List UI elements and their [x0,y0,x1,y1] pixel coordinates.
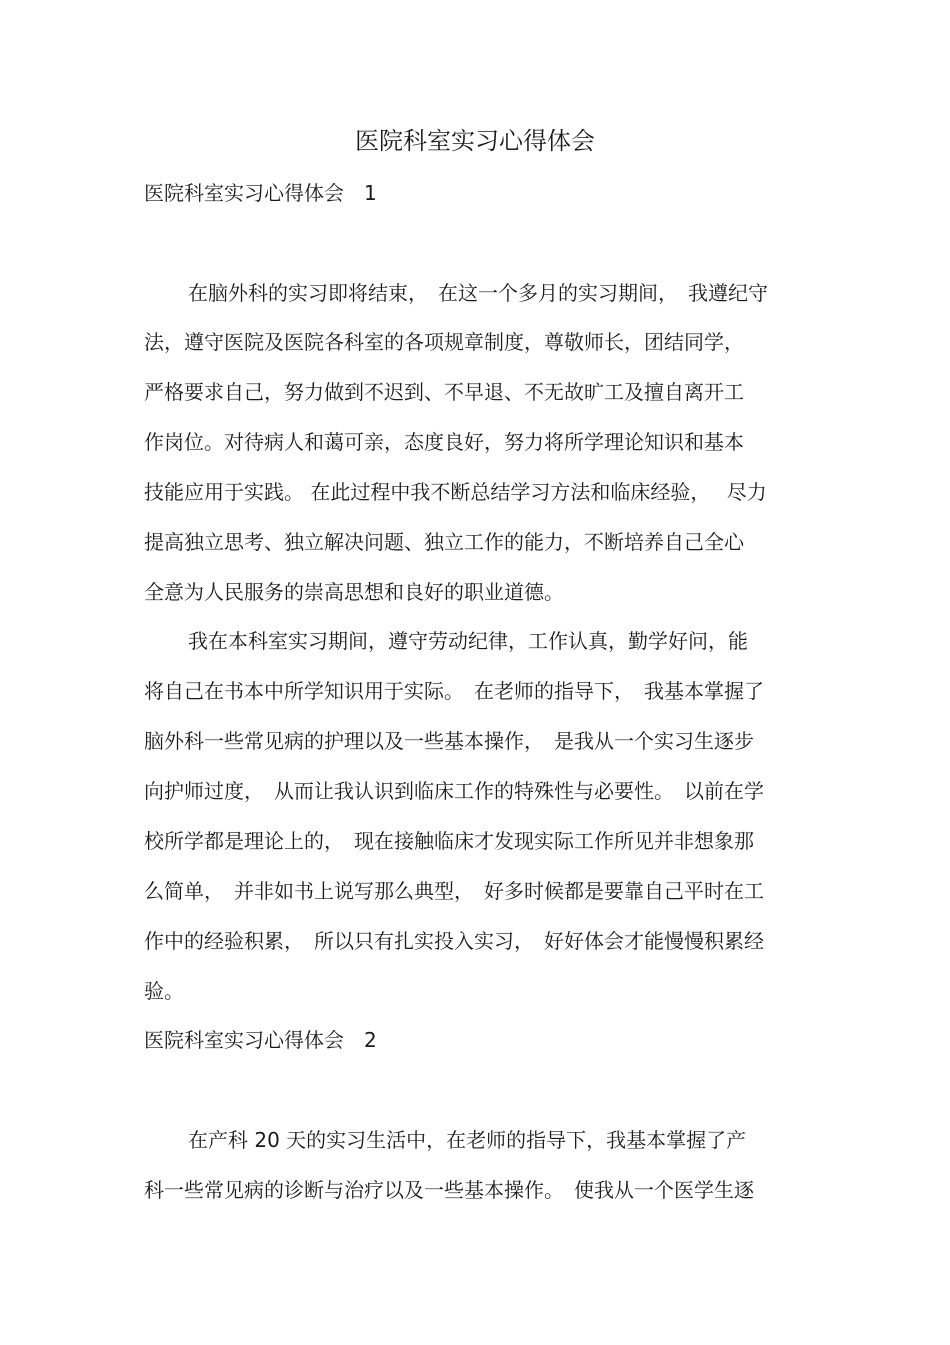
section-heading-1: 医院科室实习心得体会 1 [144,181,377,205]
paragraph-line: 向护师过度， 从而让我认识到临床工作的特殊性与必要性。 以前在学 [144,779,764,803]
paragraph-line: 我在本科室实习期间，遵守劳动纪律，工作认真，勤学好问，能 [188,629,748,653]
paragraph-line: 校所学都是理论上的， 现在接触临床才发现实际工作所见并非想象那 [144,829,754,853]
paragraph-line: 在脑外科的实习即将结束， 在这一个多月的实习期间， 我遵纪守 [188,281,768,305]
paragraph-line: 在产科 20 天的实习生活中，在老师的指导下，我基本掌握了产 [188,1128,747,1152]
paragraph-line: 科一些常见病的诊断与治疗以及一些基本操作。 使我从一个医学生逐 [144,1178,754,1202]
paragraph-line: 验。 [144,979,184,1003]
document-title: 医院科室实习心得体会 [355,127,595,155]
paragraph-line: 法，遵守医院及医院各科室的各项规章制度，尊敬师长，团结同学， [144,330,744,354]
paragraph-line: 全意为人民服务的崇高思想和良好的职业道德。 [144,580,564,604]
paragraph-line: 技能应用于实践。 在此过程中我不断总结学习方法和临床经验， 尽力 [144,480,767,504]
paragraph-line: 么简单， 并非如书上说写那么典型， 好多时候都是要靠自己平时在工 [144,879,764,903]
paragraph-line: 作岗位。对待病人和蔼可亲，态度良好，努力将所学理论知识和基本 [144,430,744,454]
section-heading-2: 医院科室实习心得体会 2 [144,1028,377,1052]
paragraph-line: 将自己在书本中所学知识用于实际。 在老师的指导下， 我基本掌握了 [144,679,764,703]
paragraph-line: 作中的经验积累， 所以只有扎实投入实习， 好好体会才能慢慢积累经 [144,929,764,953]
paragraph-line: 严格要求自己，努力做到不迟到、不早退、不无故旷工及擅自离开工 [144,380,744,404]
paragraph-line: 脑外科一些常见病的护理以及一些基本操作， 是我从一个实习生逐步 [144,729,754,753]
paragraph-line: 提高独立思考、独立解决问题、独立工作的能力，不断培养自己全心 [144,530,744,554]
